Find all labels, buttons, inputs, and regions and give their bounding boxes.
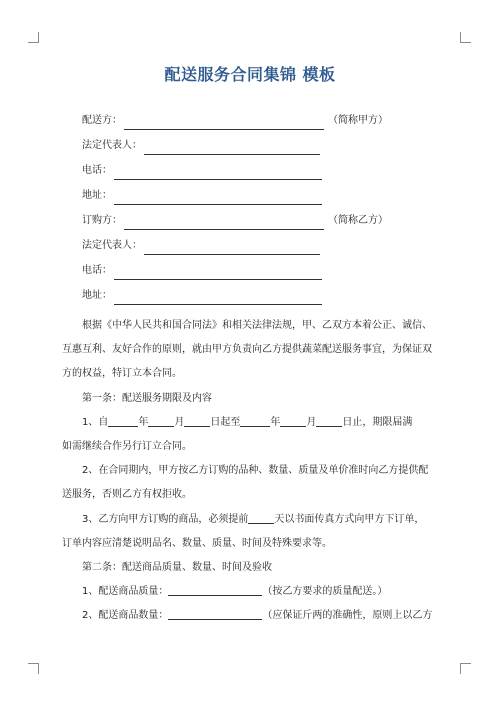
crop-mark-top-left — [28, 32, 39, 43]
clause-1-day-from: 日起至 — [210, 416, 241, 428]
quality-blank[interactable] — [168, 583, 262, 596]
address-blank-1[interactable] — [114, 190, 322, 205]
start-day-blank[interactable] — [184, 414, 210, 427]
quality-note: （按乙方要求的质量配送。） — [262, 586, 388, 598]
clause-3-line-1 — [62, 508, 438, 532]
quantity-note: （应保证斤两的准确性，原则上以乙方 — [262, 610, 433, 622]
clause-3-start: 3、乙方向甲方订购的商品，必须提前 — [82, 513, 249, 525]
clause-1-end: 日止，期限届满 — [342, 416, 413, 428]
clause-3-line-2: 订单内容应清楚说明品名、数量、质量、时间及特殊要求等。 — [62, 537, 332, 549]
address-label-1: 地址： — [82, 190, 112, 201]
crop-mark-top-right — [460, 32, 471, 43]
clause-1-month-1: 月 — [174, 416, 185, 428]
start-month-blank[interactable] — [148, 414, 174, 427]
clause-1-line-2: 如需继续合作另行订立合同。 — [62, 441, 192, 453]
buyer-party-note: （简称乙方） — [328, 215, 388, 226]
document-title: 配送服务合同集锦 模板 — [164, 65, 336, 84]
article-2-title: 第二条：配送商品质量、数量、时间及验收 — [82, 562, 272, 574]
legal-rep-blank-1[interactable] — [144, 140, 320, 155]
crop-mark-bottom-left — [28, 663, 39, 674]
buyer-party-blank[interactable] — [124, 215, 324, 230]
delivery-party-blank[interactable] — [124, 115, 324, 130]
quality-line — [62, 580, 438, 604]
advance-days-blank[interactable] — [248, 511, 274, 524]
quantity-blank[interactable] — [168, 607, 262, 620]
delivery-party-note: （简称甲方） — [328, 115, 388, 126]
legal-rep-field-2 — [82, 237, 422, 262]
clause-1-month-2: 月 — [306, 416, 317, 428]
quantity-label: 2、配送商品数量： — [82, 610, 169, 622]
start-year-blank[interactable] — [108, 414, 138, 427]
address-field-2 — [82, 287, 422, 312]
address-field-1 — [82, 187, 422, 212]
preamble-line-1: 根据《中华人民共和国合同法》和相关法律法规，甲、乙双方本着公正、诚信、 — [82, 320, 432, 331]
preamble-line-3: 方的权益，特订立本合同。 — [62, 368, 182, 380]
clause-2-line-2: 送服务，否则乙方有权拒收。 — [62, 489, 192, 501]
legal-rep-label-2: 法定代表人： — [82, 240, 142, 251]
clause-1-line-1 — [62, 411, 438, 435]
clause-1-year-1: 年 — [138, 416, 149, 428]
buyer-party-label: 订购方： — [82, 215, 122, 226]
clause-2-line-1: 2、在合同期内，甲方按乙方订购的品种、数量、质量及单价准时向乙方提供配 — [82, 465, 429, 477]
address-label-2: 地址： — [82, 290, 112, 301]
phone-field-1 — [82, 162, 422, 187]
end-day-blank[interactable] — [316, 414, 342, 427]
article-1-title: 第一条：配送服务期限及内容 — [82, 392, 212, 404]
end-year-blank[interactable] — [240, 414, 270, 427]
quality-label: 1、配送商品质量： — [82, 586, 169, 598]
phone-label-1: 电话： — [82, 165, 112, 176]
phone-field-2 — [82, 262, 422, 287]
clause-1-start: 1、自 — [82, 416, 109, 428]
phone-blank-2[interactable] — [114, 265, 322, 280]
delivery-party-label: 配送方： — [82, 115, 122, 126]
phone-blank-1[interactable] — [114, 165, 322, 180]
contract-body — [62, 314, 438, 629]
quantity-line — [62, 604, 438, 628]
clause-1-year-2: 年 — [270, 416, 281, 428]
crop-mark-bottom-right — [460, 663, 471, 674]
legal-rep-field-1 — [82, 137, 422, 162]
legal-rep-label-1: 法定代表人： — [82, 140, 142, 151]
legal-rep-blank-2[interactable] — [144, 240, 320, 255]
clause-3-rest: 天以书面传真方式向甲方下订单， — [274, 513, 425, 525]
end-month-blank[interactable] — [280, 414, 306, 427]
preamble-line-2: 互惠互利、友好合作的原则，就由甲方负责向乙方提供蔬菜配送服务事宜，为保证双 — [62, 344, 432, 356]
party-fields — [82, 112, 422, 312]
delivery-party-field — [82, 112, 422, 137]
address-blank-2[interactable] — [114, 290, 322, 305]
phone-label-2: 电话： — [82, 265, 112, 276]
buyer-party-field — [82, 212, 422, 237]
